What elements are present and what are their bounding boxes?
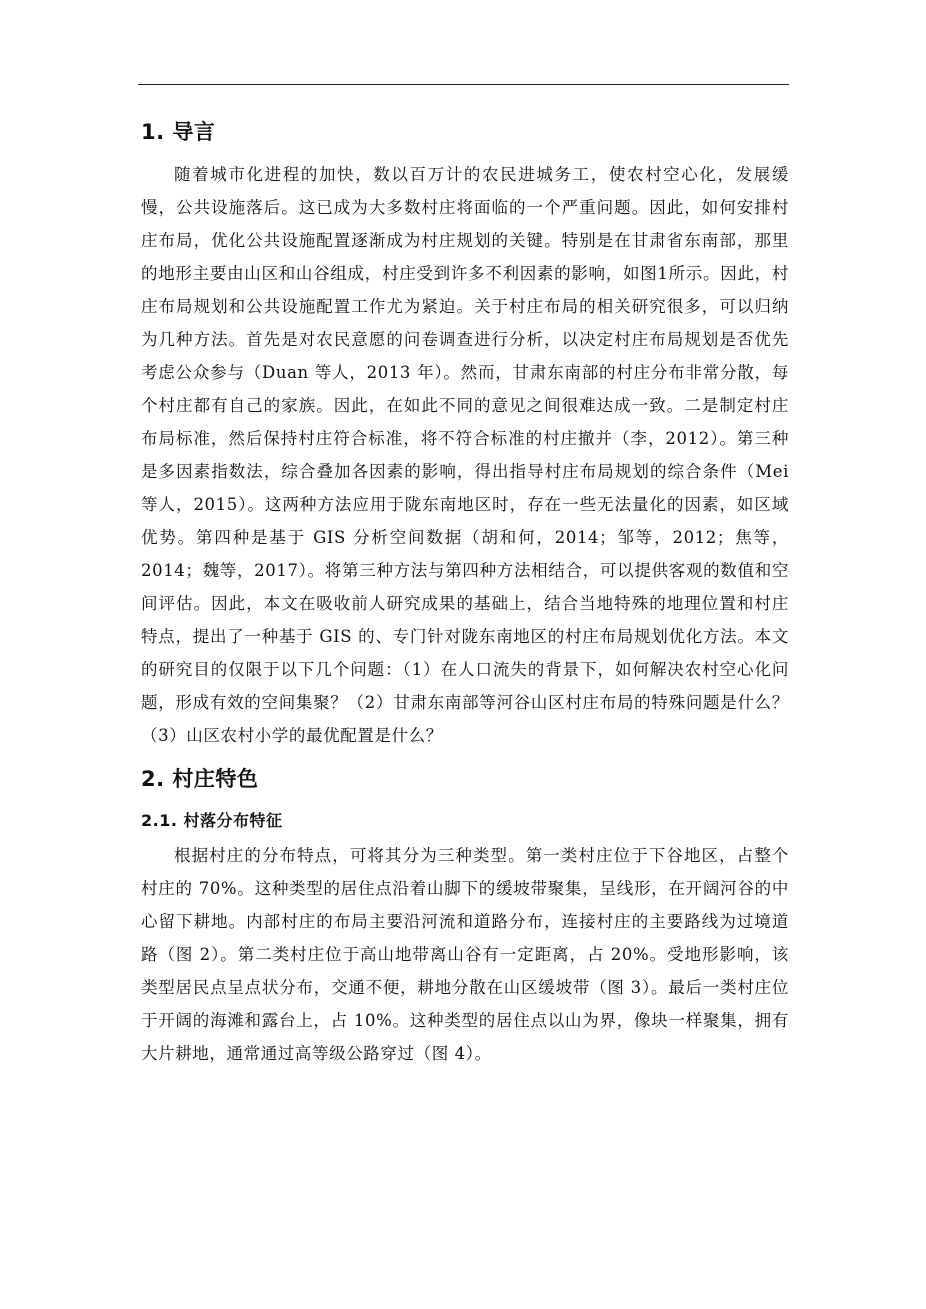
section-heading-introduction: 1. 导言 xyxy=(141,120,216,144)
document-body xyxy=(141,110,789,1070)
header-rule xyxy=(138,84,789,85)
distribution-paragraph: 根据村庄的分布特点，可将其分为三种类型。第一类村庄位于下谷地区，占整个村庄的 70%。这种类型的居住点沿着山脚下的缓坡带聚集，呈线形，在开阔河谷的中心留下耕地。内部村庄的布局主要沿河流和道路分布，连接村庄的主要路线为过境道路（图 2）。第二类村庄位于高山地带离山谷有一定距离，占 20%。受地形影响，该类型居民点呈点状分布，交通不便，耕地分散在山区缓坡带（图 3）。最后一类村庄位于开阔的海滩和露台上，占 10%。这种类型的居住点以山为界，像块一样聚集，拥有大片耕地，通常通过高等级公路穿过（图 4）。 xyxy=(141,846,789,1063)
section-heading-village-features: 2. 村庄特色 xyxy=(141,767,259,791)
subsection-heading-distribution: 2.1. 村落分布特征 xyxy=(141,811,283,830)
introduction-paragraph: 随着城市化进程的加快，数以百万计的农民进城务工，使农村空心化，发展缓慢，公共设施落后。这已成为大多数村庄将面临的一个严重问题。因此，如何安排村庄布局，优化公共设施配置逐渐成为村庄规划的关键。特别是在甘肃省东南部，那里的地形主要由山区和山谷组成，村庄受到许多不利因素的影响，如图1所示。因此，村庄布局规划和公共设施配置工作尤为紧迫。关于村庄布局的相关研究很多，可以归纳为几种方法。首先是对农民意愿的问卷调查进行分析，以决定村庄布局规划是否优先考虑公众参与（Duan 等人，2013 年）。然而，甘肃东南部的村庄分布非常分散，每个村庄都有自己的家族。因此，在如此不同的意见之间很难达成一致。二是制定村庄布局标准，然后保持村庄符合标准，将不符合标准的村庄撤并（李，2012）。第三种是多因素指数法，综合叠加各因素的影响，得出指导村庄布局规划的综合条件（Mei 等人，2015）。这两种方法应用于陇东南地区时，存在一些无法量化的因素，如区域优势。第四种是基于 GIS 分析空间数据（胡和何，2014；邹等，2012；焦等，2014；魏等，2017）。将第三种方法与第四种方法相结合，可以提供客观的数值和空间评估。因此，本文在吸收前人研究成果的基础上，结合当地特殊的地理位置和村庄特点，提出了一种基于 GIS 的、专门针对陇东南地区的村庄布局规划优化方法。本文的研究目的仅限于以下几个问题：（1）在人口流失的背景下，如何解决农村空心化问题，形成有效的空间集聚？（2）甘肃东南部等河谷山区村庄布局的特殊问题是什么？（3）山区农村小学的最优配置是什么？ xyxy=(141,165,789,745)
